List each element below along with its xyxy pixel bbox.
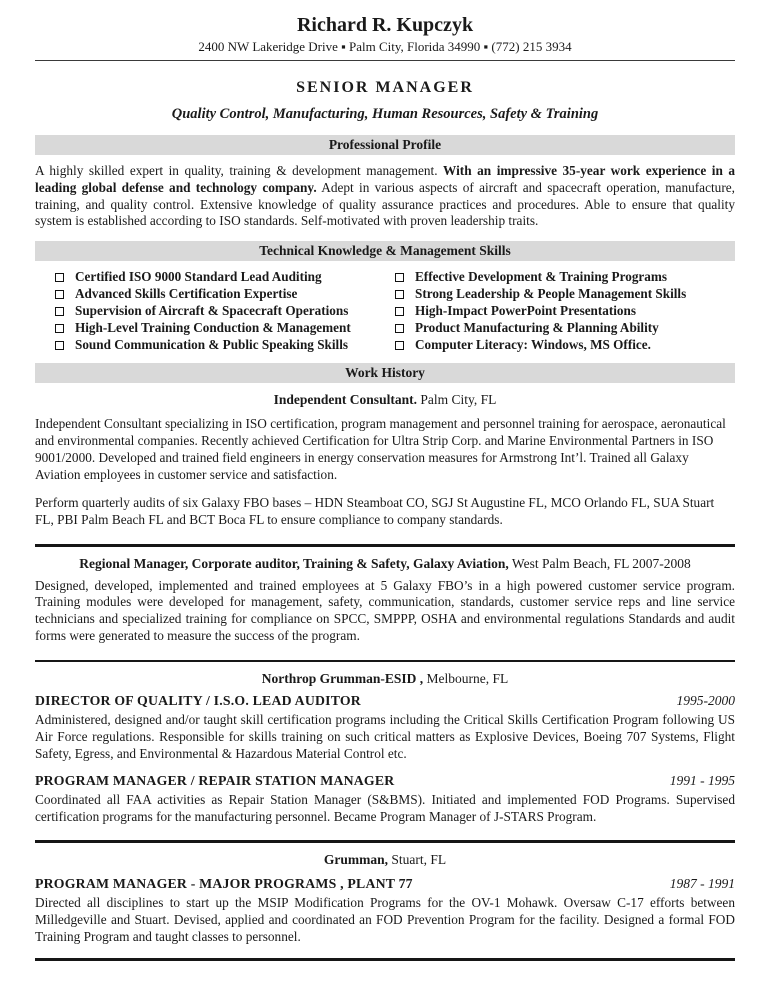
section-heading-skills: Technical Knowledge & Management Skills — [35, 241, 735, 261]
skill-item — [395, 321, 735, 335]
position-title: PROGRAM MANAGER / REPAIR STATION MANAGER — [35, 772, 395, 788]
resume-subtitle: Quality Control, Manufacturing, Human Resources, Safety & Training — [171, 106, 599, 122]
section-divider — [35, 958, 735, 961]
section-divider — [35, 840, 735, 843]
profile-paragraph — [35, 163, 735, 230]
checkbox-icon — [55, 273, 64, 282]
skill-item — [55, 270, 395, 284]
skill-item — [55, 287, 395, 301]
position-row — [35, 876, 735, 892]
profile-text-rest: Adept in various aspects of aircraft and spacecraft operation, manufacture, training, and quality control. Extensive knowledge of quality assurance practices and procedures. Able to ensure that quality system is established according to ISO standards. Self-motivated with proven leadership traits. — [35, 179, 735, 229]
job-paragraph: Independent Consultant specializing in ISO certification, program management and personnel training for aerospace, aeronautical and environmental companies. Recently achieved Certification for Ultra Strip Corp. and Marine Environmental Partners in ISO 9001/2000. Developed and trained field engineers in energy conservation measures for Armstrong Int’l. Trained all Galaxy Aviation employees in customer service and satisfaction. — [35, 416, 726, 482]
position-paragraph: Directed all disciplines to start up the MSIP Modification Programs for the OV-1 Mohawk. Oversaw C-17 efforts between Milledgeville and Stuart. Devised, applied and coordinated an FOD Prevention Program for the facility. Designed a formal FOD Training Program and taught classes to personnel. — [35, 894, 735, 944]
skill-item — [395, 270, 735, 284]
checkbox-icon — [395, 273, 404, 282]
skill-item — [55, 321, 395, 335]
position-paragraph: Administered, designed and/or taught skill certification programs including the Critical Skills Certification Program following US Air Force regulations. Responsible for skills training on such critical matters as Explosive Devices, Boeing 707 Systems, Flight Safety, Egress, and Environmental & Hazardous Material Control etc. — [35, 712, 735, 761]
skill-label: Certified ISO 9000 Standard Lead Auditing — [75, 269, 322, 285]
skill-item — [395, 338, 735, 352]
job-location: Palm City, FL — [416, 392, 497, 408]
company-name-bold: Northrop Grumman-ESID , — [261, 671, 424, 687]
position-dates: 1995-2000 — [676, 693, 735, 709]
job-location-dates: West Palm Beach, FL 2007-2008 — [508, 555, 691, 571]
skill-label: High-Impact PowerPoint Presentations — [415, 303, 636, 319]
section-heading-professional-profile: Professional Profile — [35, 135, 735, 155]
checkbox-icon — [395, 290, 404, 299]
skill-label: Advanced Skills Certification Expertise — [75, 286, 298, 302]
skill-label: Supervision of Aircraft & Spacecraft Operations — [75, 303, 349, 319]
job-heading-grumman — [35, 851, 735, 868]
job-title-bold: Regional Manager, Corporate auditor, Training & Safety, Galaxy Aviation, — [79, 555, 509, 571]
skill-label: High-Level Training Conduction & Management — [75, 320, 351, 336]
checkbox-icon — [55, 341, 64, 350]
section-heading-work-history: Work History — [35, 363, 735, 383]
checkbox-icon — [55, 307, 64, 316]
skill-item — [55, 304, 395, 318]
job-paragraph: Perform quarterly audits of six Galaxy FBO bases – HDN Steamboat CO, SGJ St Augustine FL, MCO Orlando FL, SUA Stuart FL, PBI Palm Beach FL and BCT Boca FL to ensure compliance to company standards. — [35, 495, 715, 528]
job-heading-northrop-grumman — [35, 670, 735, 687]
checkbox-icon — [395, 324, 404, 333]
position-row — [35, 773, 735, 789]
company-name-bold: Grumman, — [323, 851, 388, 867]
profile-text-lead: A highly skilled expert in quality, training & development management. — [35, 163, 444, 178]
skill-label: Sound Communication & Public Speaking Skills — [75, 337, 348, 353]
position-dates: 1987 - 1991 — [669, 875, 735, 891]
position-dates: 1991 - 1995 — [669, 772, 735, 788]
resume-title: SENIOR MANAGER — [296, 79, 474, 96]
section-divider — [35, 660, 735, 663]
company-location: Melbourne, FL — [423, 671, 509, 687]
skill-item — [395, 304, 735, 318]
skill-label: Computer Literacy: Windows, MS Office. — [415, 337, 651, 353]
job-heading-independent-consultant — [35, 391, 735, 408]
checkbox-icon — [395, 307, 404, 316]
skill-label: Strong Leadership & People Management Skills — [415, 286, 687, 302]
checkbox-icon — [55, 324, 64, 333]
job-title-bold: Independent Consultant. — [273, 392, 417, 408]
skill-label: Effective Development & Training Programs — [415, 269, 667, 285]
skill-item — [395, 287, 735, 301]
candidate-name: Richard R. Kupczyk — [296, 14, 474, 36]
job-heading-galaxy-aviation — [35, 555, 735, 572]
position-title: PROGRAM MANAGER - MAJOR PROGRAMS , PLANT 77 — [35, 875, 413, 891]
skill-item — [55, 338, 395, 352]
contact-line: 2400 NW Lakeridge Drive ▪ Palm City, Florida 34990 ▪ (772) 215 3934 — [35, 38, 735, 61]
profile-text-bold: With an impressive 35-year work experience in a leading global defense and technology company. — [35, 163, 735, 195]
section-divider — [35, 544, 735, 547]
skills-grid — [55, 270, 735, 352]
skill-label: Product Manufacturing & Planning Ability — [415, 320, 659, 336]
position-paragraph: Coordinated all FAA activities as Repair Station Manager (S&BMS). Initiated and implemented FOD Programs. Supervised certification programs for the manufacturing personnel. Became Program Manager of J-STARS Program. — [35, 791, 735, 824]
company-location: Stuart, FL — [387, 851, 447, 867]
position-title: DIRECTOR OF QUALITY / I.S.O. LEAD AUDITOR — [35, 693, 361, 709]
checkbox-icon — [55, 290, 64, 299]
job-paragraph: Designed, developed, implemented and trained employees at 5 Galaxy FBO’s in a high powered customer service program. Training modules were developed for management, safety, communication, standards, customer service reps and line service technicians and specialized training for compliance on SPCC, SMPPP, OSHA and environmental regulations Standards and audit forms were generated to measure the success of the program. — [35, 577, 735, 643]
position-row — [35, 693, 735, 709]
checkbox-icon — [395, 341, 404, 350]
